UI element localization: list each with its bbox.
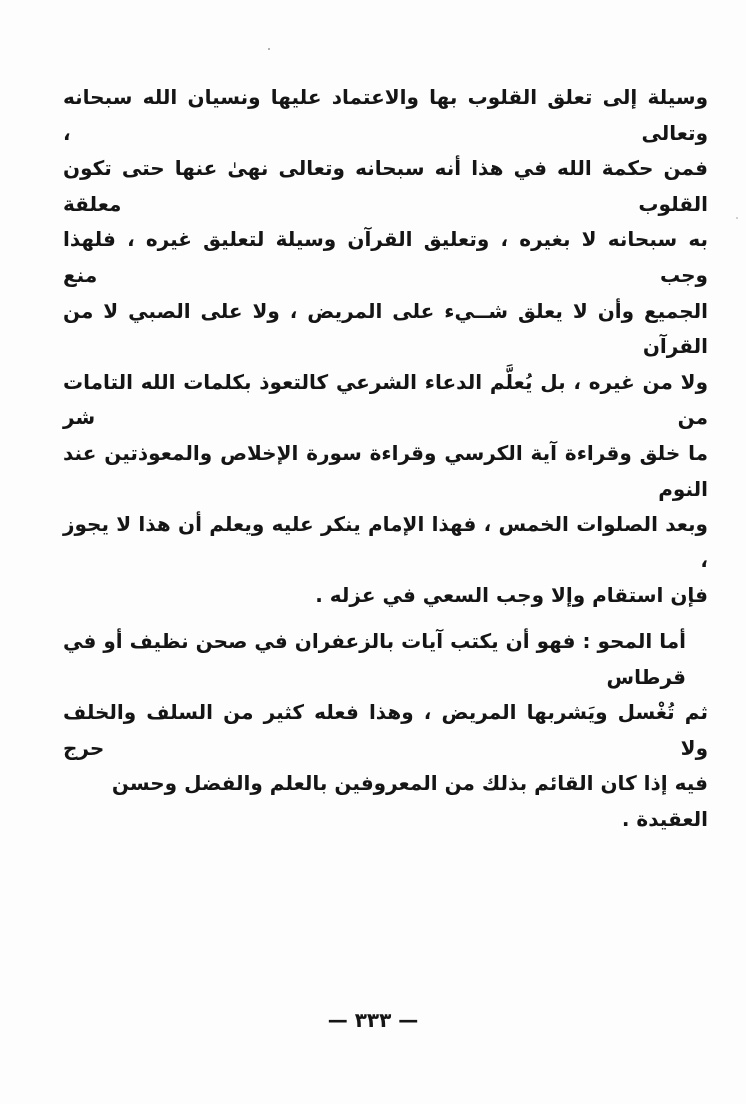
body-text	[63, 80, 708, 837]
page-number: — ٣٣٣ —	[327, 1008, 419, 1032]
text-line: أما المحو : فهو أن يكتب آيات بالزعفران في صحن نظيف أو في قرطاس	[63, 628, 686, 689]
text-line: به سبحانه لا بغيره ، وتعليق القرآن وسيلة لتعليق غيره ، فلهذا وجب منع	[63, 227, 708, 287]
scan-speck	[736, 217, 738, 219]
text-line: فمن حكمة الله في هذا أنه سبحانه وتعالى نهىٰ عنها حتى تكون القلوب معلقة	[63, 156, 708, 216]
text-line: فيه إذا كان القائم بذلك من المعروفين بالعلم والفضل وحسن العقيدة .	[111, 771, 708, 831]
scan-speck	[268, 48, 270, 50]
text-line: ولا من غيره ، بل يُعلَّم الدعاء الشرعي كالتعوذ بكلمات الله التامات من شر	[63, 369, 708, 430]
text-line: وبعد الصلوات الخمس ، فهذا الإمام ينكر عليه ويعلم أن هذا لا يجوز ،	[63, 512, 708, 572]
text-line: فإن استقام وإلا وجب السعي في عزله .	[315, 583, 708, 608]
text-line: ما خلق وقراءة آية الكرسي وقراءة سورة الإخلاص والمعوذتين عند النوم	[63, 440, 708, 501]
paragraph-1	[63, 80, 708, 614]
paragraph-2	[63, 624, 708, 838]
text-line: وسيلة إلى تعلق القلوب بها والاعتماد عليها ونسيان الله سبحانه وتعالى ،	[63, 85, 708, 145]
text-line: الجميع وأن لا يعلق شــيء على المريض ، ولا على الصبي لا من القرآن	[63, 298, 708, 359]
text-line: ثم تُغْسل ويَشربها المريض ، وهذا فعله كثير من السلف والخلف ولا حرج	[63, 700, 708, 760]
